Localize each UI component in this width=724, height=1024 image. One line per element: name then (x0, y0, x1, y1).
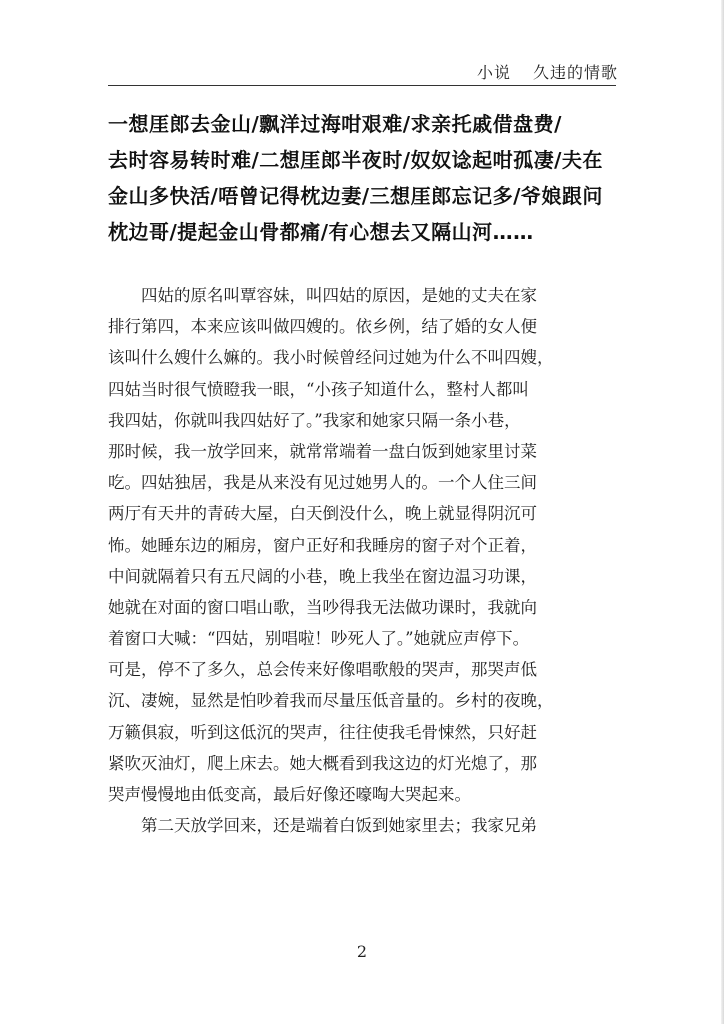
body-line: 四姑的原名叫覃容妹，叫四姑的原因，是她的丈夫在家 (108, 286, 537, 305)
body-line: 怖。她睡东边的厢房，窗户正好和我睡房的窗子对个正着， (108, 535, 537, 555)
body-line: 我四姑，你就叫我四姑好了。”我家和她家只隔一条小巷， (108, 410, 521, 430)
verse-line: 金山多快活/唔曾记得枕边妻/三想厓郎忘记多/爷娘跟问 (108, 184, 603, 208)
body-line: 排行第四，本来应该叫做四嫂的。依乡例，结了婚的女人便 (108, 317, 537, 337)
body-line: 可是，停不了多久，总会传来好像唱歌般的哭声，那哭声低 (108, 660, 537, 680)
body-line: 哭声慢慢地由低变高，最后好像还嚎啕大哭起来。 (108, 785, 471, 804)
header-rule (108, 85, 616, 86)
verse-line: 去时容易转时难/二想厓郎半夜时/奴奴谂起咁孤凄/夫在 (108, 148, 603, 172)
body-line: 着窗口大喊：“四姑，别唱啦！吵死人了。”她就应声停下。 (108, 629, 530, 649)
running-header (477, 60, 618, 83)
verse-line: 一想厓郎去金山/飘洋过海咁艰难/求亲托戚借盘费/ (108, 112, 562, 136)
body-line: 她就在对面的窗口唱山歌，当吵得我无法做功课时，我就向 (108, 597, 537, 617)
body-line: 该叫什么嫂什么嫲的。我小时候曾经问过她为什么不叫四嫂， (108, 348, 554, 368)
verse-line: 枕边哥/提起金山骨都痛/有心想去又隔山河…… (108, 220, 534, 244)
body-line: 两厅有天井的青砖大屋，白天倒没什么，晚上就显得阴沉可 (108, 504, 537, 524)
body-line: 第二天放学回来，还是端着白饭到她家里去；我家兄弟 (108, 816, 537, 836)
body-line: 四姑当时很气愤瞪我一眼，“小孩子知道什么，整村人都叫 (108, 379, 529, 399)
body-line: 那时候，我一放学回来，就常常端着一盘白饭到她家里讨菜 (108, 441, 537, 461)
body-text (108, 280, 620, 841)
verse-block (108, 106, 628, 250)
body-line: 沉、凄婉，显然是怕吵着我而尽量压低音量的。乡村的夜晚， (108, 691, 554, 711)
header-section: 小说 (476, 63, 511, 82)
body-line: 紧吹灭油灯，爬上床去。她大概看到我这边的灯光熄了，那 (108, 753, 537, 773)
body-line: 中间就隔着只有五尺阔的小巷，晚上我坐在窗边温习功课， (108, 566, 537, 586)
body-line: 万籁俱寂，听到这低沉的哭声，往往使我毛骨悚然，只好赶 (108, 722, 537, 742)
body-line: 吃。四姑独居，我是从来没有见过她男人的。一个人住三间 (108, 473, 537, 493)
header-title: 久违的情歌 (532, 63, 618, 82)
page-number: 2 (356, 942, 368, 961)
